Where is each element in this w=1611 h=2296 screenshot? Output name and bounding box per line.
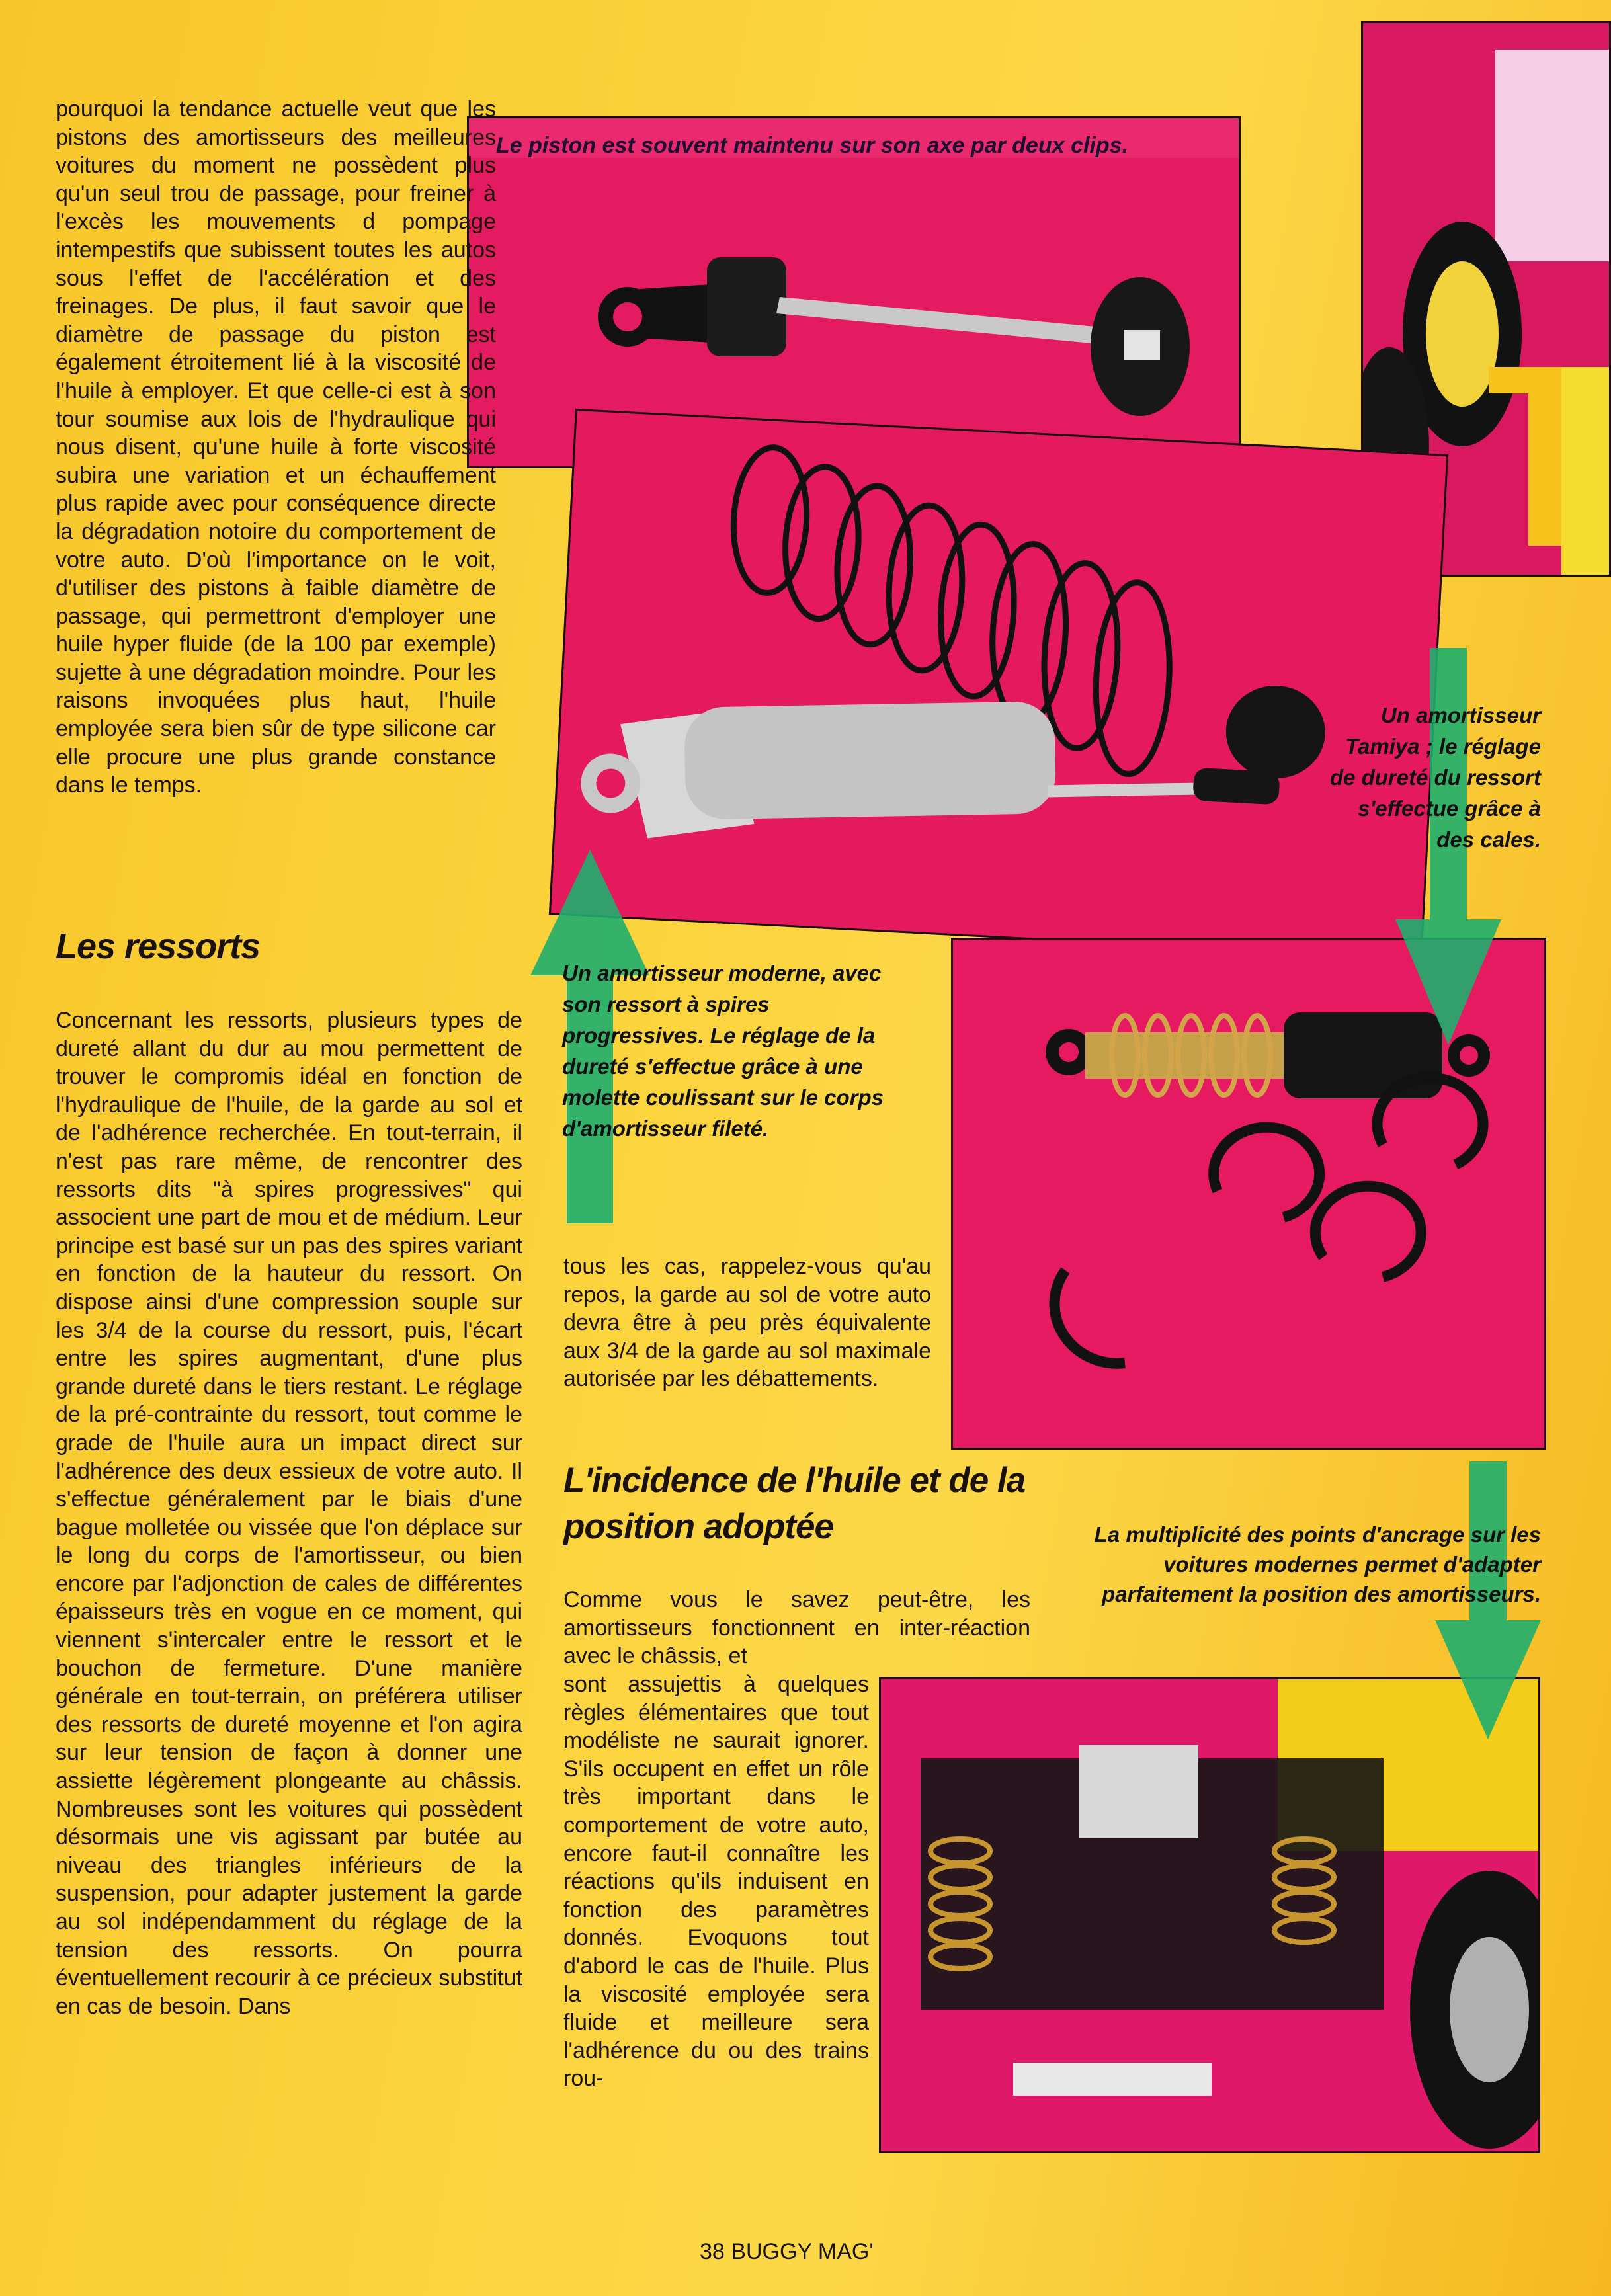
body-column-2-bottom-narrow: sont assujettis à quelques règles élémentaires que tout modéliste ne saurait ignorer. S'ils occupent en effet un rôle très important dans le comportement de votre auto, encore faut-il connaître les réactions qu'ils induisent en fonction des paramètres donnés. Evoquons tout d'abord le cas de l'huile. Plus la viscosité employée sera fluide et meilleure sera l'adhérence du ou des trains rou-	[563, 1672, 869, 2092]
body-column-2-top: tous les cas, rappelez-vous qu'au repos, la garde au sol de votre auto devra être à peu près équivalente aux 3/4 de la garde au sol maximale autorisée par les débattements.	[563, 1254, 931, 1392]
body-column-1-bottom: Concernant les ressorts, plusieurs types de dureté allant du dur au mou permettent de trouver le compromis idéal en fonction de l'hydraulique de l'huile, de la garde au sol et de l'adhérence recherchée. En tout-terrain, il n'est pas rare même, de rencontrer des ressorts dits "à spires progressives" qui associent une part de mou et de médium. Leur principe est basé sur un pas des spires variant en fonction de la hauteur du ressort. On dispose ainsi d'une compression souple sur les 3/4 de la course du ressort, puis, l'écart entre les spires augmentant, d'une plus grande dureté dans le tiers restant. Le réglage de la pré-contrainte du ressort, tout comme le grade de l'huile aura un impact direct sur l'adhérence des deux essieux de votre auto. Il s'effectue généralement par le biais d'une bague molletée ou vissée que l'on déplace sur le long du corps de l'amortisseur, ou bien encore par l'adjonction de cales de différentes épaisseurs très en vogue en ce moment, qui viennent s'intercaler entre le ressort et le bouchon de fermeture. D'une manière générale en tout-terrain, on préférera utiliser des ressorts de dureté moyenne et l'on agira sur leur tension de façon à donner une assiette légèrement plongeante au châssis. Nombreuses sont les voitures qui possèdent désormais une vis agissant par butée au niveau des triangles inférieurs de la suspension, pour adapter justement la garde au sol indépendamment du réglage de la tension des ressorts. On pourra éventuellement recourir à ce précieux substitut en cas de besoin. Dans	[56, 1008, 522, 2019]
page-number: 38 BUGGY MAG'	[700, 2239, 874, 2264]
section-heading-ressorts: Les ressorts	[56, 926, 261, 966]
body-column-1-top	[56, 95, 496, 800]
caption-amortisseur-tamiya: Un amortisseur Tamiya ; le réglage de dureté du ressort s'effectue grâce à des cales.	[1329, 703, 1541, 852]
section-heading-incidence: L'incidence de l'huile et de la position adoptée	[563, 1461, 1026, 1546]
photo-shock-spring	[549, 409, 1448, 960]
caption-points-ancrage: La multiplicité des points d'ancrage sur les voitures modernes permet d'adapter parfaitement la position des amortisseurs.	[1094, 1522, 1541, 1606]
caption-piston: Le piston est souvent maintenu sur son axe par deux clips.	[496, 133, 1129, 158]
body-column-2-bottom-wide: Comme vous le savez peut-être, les amortisseurs fonctionnent en inter-réaction avec le châssis, et	[563, 1587, 1030, 1669]
caption-amortisseur-moderne: Un amortisseur moderne, avec son ressort à spires progressives. Le réglage de la dureté s'effectue grâce à une molette coulissant sur le corps d'amortisseur fileté.	[562, 961, 884, 1141]
paragraph: pourquoi la tendance actuelle veut que les pistons des amortisseurs des meilleures voitures du moment ne possèdent plus qu'un seul trou de passage, pour freiner à l'excès les mouvements d pompage intempestifs que subissent toutes les autos sous l'effet de l'accélération et des freinages. De plus, il faut savoir que le diamètre de passage du piston est également étroitement lié à la viscosité de l'huile à employer. Et que celle-ci est à son tour soumise aux lois de l'hydraulique qui nous disent, qu'une huile à forte viscosité subira une variation et un échauffement plus rapide avec pour conséquence directe la dégradation notoire du comportement de votre auto. D'où l'importance on le voit, d'utiliser des pistons à faible diamètre de passage, qui permettront d'employer une huile hyper fluide (de la 100 par exemple) sujette à une dégradation moindre. Pour les raisons invoquées plus haut, l'huile employée sera bien sûr de type silicone car elle procure une plus grande constance dans le temps.	[56, 97, 496, 798]
photo-chassis	[879, 1677, 1540, 2153]
